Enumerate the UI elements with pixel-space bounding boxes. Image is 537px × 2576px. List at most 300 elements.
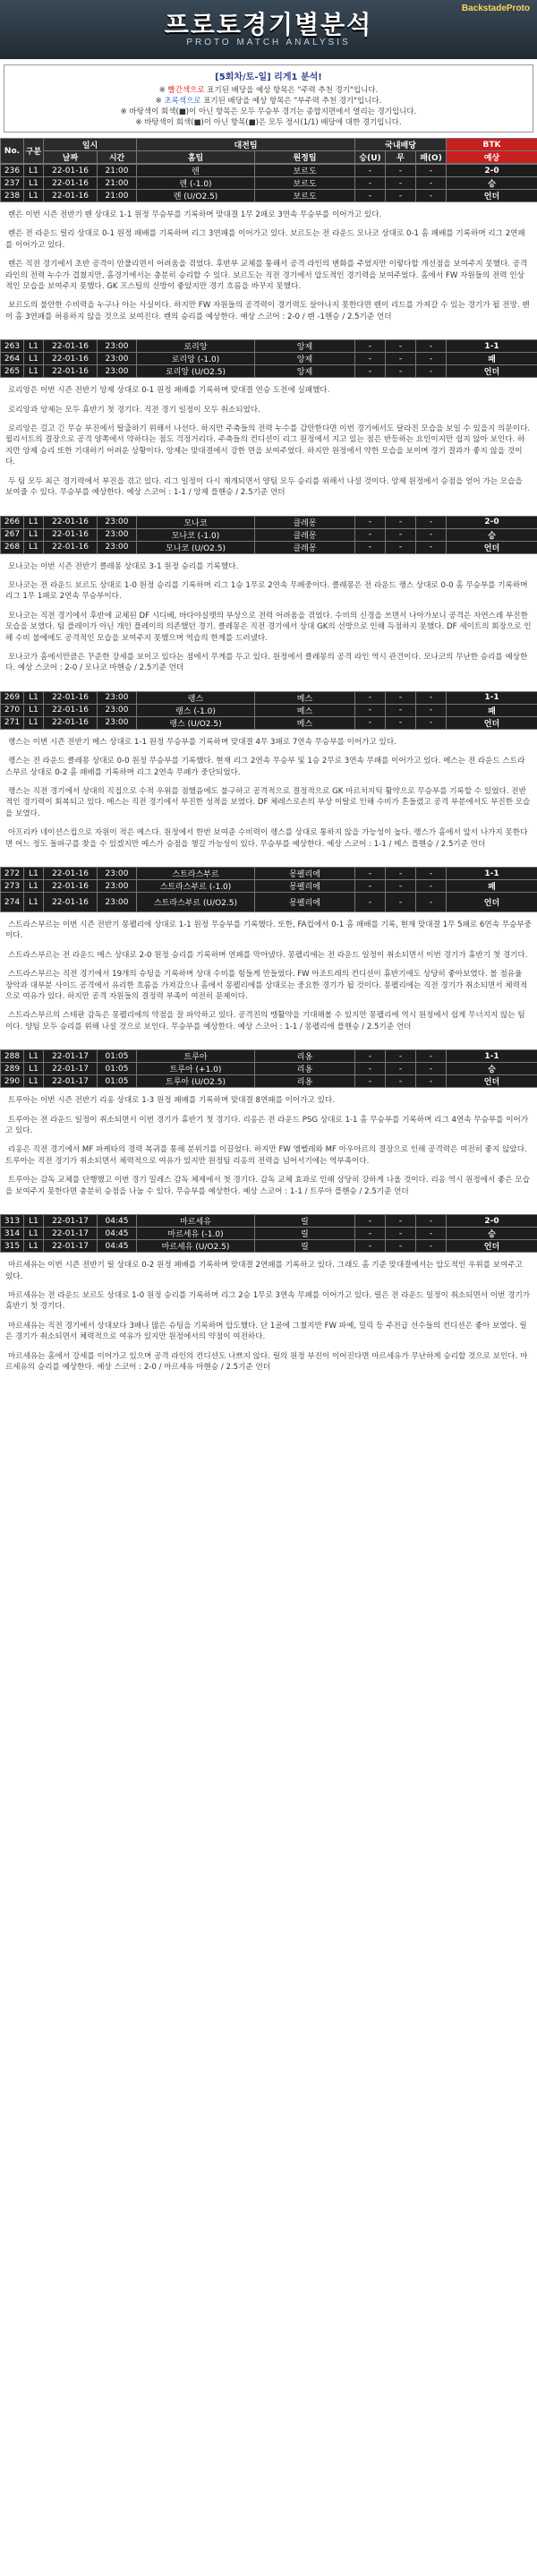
match-no: 290 — [1, 1075, 24, 1088]
prediction: 2-0 — [447, 165, 537, 177]
odds-win: - — [355, 165, 386, 177]
match-time: 23:00 — [98, 353, 137, 365]
match-no: 273 — [1, 880, 24, 893]
away-team: 앙제 — [255, 340, 355, 353]
match-table — [0, 339, 537, 378]
odds-win: - — [355, 1240, 386, 1253]
away-team: 몽펠리에 — [255, 893, 355, 912]
odds-draw: - — [386, 704, 416, 716]
away-team: 보르도 — [255, 165, 355, 177]
odds-lose: - — [416, 177, 447, 190]
away-team: 몽펠리에 — [255, 880, 355, 893]
match-table — [0, 691, 537, 730]
odds-lose: - — [416, 893, 447, 912]
match-time: 23:00 — [98, 880, 137, 893]
col-nalja: 날짜 — [44, 151, 98, 164]
match-row[interactable] — [1, 177, 537, 190]
odds-win: - — [355, 177, 386, 190]
match-date: 22-01-16 — [44, 190, 98, 202]
analysis-paragraph: 모나코는 전 라운드 보르도 상대로 1-0 원정 승리를 기록하며 리그 1승 1무로 2연속 무패중이다. 클레몽은 전 라운드 랭스 상대로 0-0 홈 무승부를 기록하며 리그 1무 1패로 2연속 무승부이다. — [5, 580, 528, 602]
match-date: 22-01-16 — [44, 365, 98, 378]
match-no: 265 — [1, 365, 24, 378]
odds-lose: - — [416, 868, 447, 880]
odds-lose: - — [416, 716, 447, 729]
away-team: 앙제 — [255, 353, 355, 365]
match-date: 22-01-16 — [44, 177, 98, 190]
away-team: 리옹 — [255, 1075, 355, 1088]
match-time: 01:05 — [98, 1050, 137, 1063]
match-analysis — [0, 1088, 537, 1214]
prediction: 언더 — [447, 1240, 537, 1253]
match-row[interactable] — [1, 1240, 537, 1253]
odds-lose: - — [416, 691, 447, 704]
match-table — [0, 1049, 537, 1088]
odds-win: - — [355, 516, 386, 528]
match-time: 23:00 — [98, 528, 137, 541]
odds-win: - — [355, 691, 386, 704]
match-no: 314 — [1, 1228, 24, 1240]
home-team: 랭스 (U/O2.5) — [137, 716, 255, 729]
odds-win: - — [355, 880, 386, 893]
match-row[interactable] — [1, 704, 537, 716]
analysis-paragraph: 스트라스부르는 전 라운드 메스 상대로 2-0 원정 승리를 기록하며 연패를 막아냈다. 몽펠리에는 전 라운드 일정이 취소되면서 이번 경기가 휴반기 첫 경기다. — [8, 950, 528, 960]
home-team: 모나코 (-1.0) — [137, 528, 255, 541]
notice-text: ※ — [155, 97, 165, 106]
notice-highlight: 초록색으로 — [164, 97, 201, 106]
match-row[interactable] — [1, 1063, 537, 1075]
match-gubun: L1 — [24, 516, 44, 528]
away-team: 리옹 — [255, 1063, 355, 1075]
analysis-paragraph: 렌은 전 라운드 릴리 상대로 0-1 원정 패배를 기록하며 리그 3연패를 이어가고 있다. 보르도는 전 라운드 모나코 상대로 0-1 홈 패배를 기록하며 리그 2연패를 이어가고 있다. — [5, 229, 525, 250]
match-no: 238 — [1, 190, 24, 202]
match-time: 21:00 — [98, 177, 137, 190]
match-date: 22-01-17 — [44, 1240, 98, 1253]
home-team: 랭스 — [137, 691, 255, 704]
odds-lose: - — [416, 528, 447, 541]
match-table — [0, 867, 537, 912]
header-table — [0, 138, 537, 164]
match-gubun: L1 — [24, 165, 44, 177]
home-team: 스트라스부르 (-1.0) — [137, 880, 255, 893]
home-team: 트루아 — [137, 1050, 255, 1063]
odds-win: - — [355, 716, 386, 729]
odds-draw: - — [386, 353, 416, 365]
analysis-paragraph: 트루아는 전 라운드 일정이 취소되면서 이번 경기가 휴반기 첫 경기다. 리옹은 전 라운드 PSG 상대로 1-1 홈 무승부를 기록하며 리그 4연속 무승부를 이어가고 있다. — [5, 1115, 529, 1136]
brand-logo: BackstadeProto — [461, 4, 530, 13]
match-date: 22-01-16 — [44, 541, 98, 553]
match-gubun: L1 — [24, 1050, 44, 1063]
prediction: 승 — [447, 177, 537, 190]
odds-win: - — [355, 190, 386, 202]
odds-draw: - — [386, 1240, 416, 1253]
col-gubun: 구분 — [24, 139, 44, 164]
notice-lines — [10, 85, 527, 128]
match-groups — [0, 164, 537, 1390]
match-row[interactable] — [1, 541, 537, 553]
match-date: 22-01-16 — [44, 691, 98, 704]
match-time: 23:00 — [98, 893, 137, 912]
odds-win: - — [355, 541, 386, 553]
col-sigan: 시간 — [98, 151, 137, 164]
odds-lose: - — [416, 880, 447, 893]
prediction: 언더 — [447, 1075, 537, 1088]
analysis-paragraph: 랭스는 직전 경기에서 상대의 직접으로 수적 우위를 점했음에도 불구하고 공격적으로 결정적으로 GK 마르치지틱 활약으로 무승부를 기록할 수 있었다. 전반적인 경기력이 회복되고 있다. 메스는 직전 경기에서 부진한 성적을 보였다. DF 체레스로손의 부상 이탈로 인해 수비가 흔들렸고 공격 부분에서도 부진한 모습을 보였다. — [5, 786, 531, 818]
odds-win: - — [355, 365, 386, 378]
match-date: 22-01-17 — [44, 1050, 98, 1063]
odds-draw: - — [386, 190, 416, 202]
odds-draw: - — [386, 165, 416, 177]
notice-title: [5회차/토-일] 리게1 분석! — [215, 73, 322, 82]
prediction: 승 — [447, 1063, 537, 1075]
away-team: 클레몽 — [255, 541, 355, 553]
away-team: 리옹 — [255, 1050, 355, 1063]
prediction: 언더 — [447, 190, 537, 202]
match-gubun: L1 — [24, 541, 44, 553]
match-no: 263 — [1, 340, 24, 353]
prediction: 패 — [447, 704, 537, 716]
prediction: 패 — [447, 353, 537, 365]
away-team: 릴 — [255, 1228, 355, 1240]
match-analysis — [0, 912, 537, 1049]
prediction: 언더 — [447, 365, 537, 378]
prediction: 언더 — [447, 893, 537, 912]
col-draw: 무 — [386, 151, 416, 164]
match-no: 237 — [1, 177, 24, 190]
match-date: 22-01-16 — [44, 868, 98, 880]
match-gubun: L1 — [24, 1063, 44, 1075]
match-row[interactable] — [1, 165, 537, 177]
match-time: 04:45 — [98, 1228, 137, 1240]
match-date: 22-01-17 — [44, 1075, 98, 1088]
match-analysis — [0, 1253, 537, 1390]
notice-text: 표기된 배당을 예상 항목은 "부주력 추천 경기"입니다. — [200, 97, 382, 106]
match-time: 04:45 — [98, 1240, 137, 1253]
odds-lose: - — [416, 353, 447, 365]
odds-win: - — [355, 1075, 386, 1088]
match-row[interactable] — [1, 880, 537, 893]
prediction: 승 — [447, 1228, 537, 1240]
odds-win: - — [355, 340, 386, 353]
odds-draw: - — [386, 716, 416, 729]
page-subtitle: PROTO MATCH ANALYSIS — [186, 38, 351, 47]
odds-lose: - — [416, 704, 447, 716]
match-time: 23:00 — [98, 691, 137, 704]
odds-lose: - — [416, 1050, 447, 1063]
match-date: 22-01-16 — [44, 165, 98, 177]
odds-lose: - — [416, 165, 447, 177]
odds-lose: - — [416, 1228, 447, 1240]
odds-win: - — [355, 868, 386, 880]
col-win: 승(U) — [355, 151, 386, 164]
match-row[interactable] — [1, 893, 537, 912]
odds-draw: - — [386, 691, 416, 704]
analysis-paragraph: 모나코가 홈에서만큼은 꾸준한 강세를 보이고 있다는 점에서 무게를 두고 있다. 원정에서 클레몽의 공격 라인 역시 관건이다. 모나코의 무난한 승리를 예상한다. 예상 스코어 : 2-0 / 모나코 마핸승 / 2.5기준 언더 — [5, 652, 528, 673]
match-no: 266 — [1, 516, 24, 528]
match-date: 22-01-17 — [44, 1063, 98, 1075]
analysis-paragraph: 마르세유는 직전 경기에서 상대보다 3배나 많은 슈팅을 기록하며 압도했다. 단 1골에 그쳤지만 FW 파예, 밀릭 등 주전급 선수들의 컨디션은 좋아 보였다. 릴은 경기가 취소되면서 체력적으로 여유가 있지만 원정에서의 약점이 여전하다. — [5, 1321, 527, 1342]
prediction: 언더 — [447, 541, 537, 553]
home-team: 렌 (-1.0) — [137, 177, 255, 190]
odds-draw: - — [386, 880, 416, 893]
prediction: 승 — [447, 528, 537, 541]
away-team: 릴 — [255, 1240, 355, 1253]
notice-line — [10, 85, 527, 96]
match-date: 22-01-16 — [44, 340, 98, 353]
header-banner — [0, 0, 537, 59]
match-no: 267 — [1, 528, 24, 541]
match-time: 23:00 — [98, 365, 137, 378]
match-row[interactable] — [1, 1215, 537, 1228]
match-time: 01:05 — [98, 1075, 137, 1088]
col-no: No. — [1, 139, 24, 164]
col-ilsi: 일시 — [44, 139, 137, 151]
match-date: 22-01-16 — [44, 516, 98, 528]
match-no: 288 — [1, 1050, 24, 1063]
match-analysis — [0, 378, 537, 515]
prediction: 1-1 — [447, 340, 537, 353]
match-gubun: L1 — [24, 190, 44, 202]
analysis-paragraph: 모나코는 이번 시즌 전반기 클레몽 상대로 3-1 원정 승리를 기록했다. — [8, 561, 239, 571]
odds-lose: - — [416, 365, 447, 378]
away-team: 클레몽 — [255, 528, 355, 541]
notice-text: ※ 바탕색이 회색(■)이 아닌 항목(■)은 모두 정시(1/1) 배당에 대한 경기입니다. — [135, 118, 402, 127]
match-time: 23:00 — [98, 516, 137, 528]
col-daejin: 대전팀 — [137, 139, 355, 151]
match-table — [0, 1214, 537, 1253]
match-date: 22-01-16 — [44, 880, 98, 893]
odds-draw: - — [386, 868, 416, 880]
analysis-paragraph: 마르세유는 홈에서 강세를 이어가고 있으며 공격 라인의 컨디션도 나쁘지 않다. 릴의 원정 부진이 이어진다면 마르세유가 무난하게 승리할 것으로 보인다. 마르세유의 승리를 예상한다. 예상 스코어 : 2-0 / 마르세유 마핸승 / 2.5기준 언더 — [5, 1351, 528, 1372]
analysis-paragraph: 로리앙은 이번 시즌 전반기 앙제 상대로 0-1 원정 패배를 기록하며 맞대결 연승 도전에 실패했다. — [8, 386, 330, 396]
match-date: 22-01-16 — [44, 893, 98, 912]
prediction: 2-0 — [447, 1215, 537, 1228]
analysis-paragraph: 렌은 직전 경기에서 초반 공격이 안풀리면서 어려움을 겪었다. 후반부 교체를 통해서 공격 라인의 변화를 주었지만 이렇다할 개선점을 보여주지 못했다. 공격라인의 전력 누수가 겹쳤지만, 홈경기에서는 충분히 승리할 수 있다. 보르도는 직전 경기에서 압도적인 경기력을 보여주었다. 홈에서 FW 자원들의 전력 인상적인 모습을 보여주지 못했다. GK 프스틸의 선방이 좋았지만 경기 흐름을 바꾸지 못했다. — [5, 260, 528, 292]
analysis-paragraph: 로리앙은 길고 긴 무승 부진에서 탈출하기 위해서 나선다. 하지만 주축들의 전력 누수를 감안한다면 이번 경기에서도 달라진 모습을 보일 수 있을지 의문이다. 윌리서트의 결장으로 공격 양쪽에서 약하다는 점도 걱정거리다. 주축들의 컨디션이 리그 원정에서 지고 있는 점은 반등하는 요인이지만 쉽지 않아 보인다. 하지만 앙제 승리 또한 기대하기 어려운 상황이다. 앙제는 맞대결에서 강한 면을 보여주었다. 하지만 원정에서 약한 모습을 보이며 경기 결과가 좋지 않을 것이다. — [5, 424, 531, 467]
odds-win: - — [355, 1063, 386, 1075]
match-gubun: L1 — [24, 1075, 44, 1088]
match-analysis — [0, 554, 537, 691]
home-team: 로리앙 — [137, 340, 255, 353]
match-row[interactable] — [1, 1050, 537, 1063]
odds-draw: - — [386, 1063, 416, 1075]
match-no: 264 — [1, 353, 24, 365]
odds-draw: - — [386, 1050, 416, 1063]
match-gubun: L1 — [24, 1215, 44, 1228]
match-no: 269 — [1, 691, 24, 704]
match-table — [0, 516, 537, 554]
col-gukne: 국내배당 — [355, 139, 447, 151]
notice-highlight: 빨간색으로 — [167, 86, 205, 95]
col-home: 홈팀 — [137, 151, 255, 164]
match-date: 22-01-16 — [44, 528, 98, 541]
match-no: 271 — [1, 716, 24, 729]
col-yesang: 예상 — [447, 151, 537, 164]
analysis-paragraph: 모나코는 직전 경기에서 후반에 교체된 DF 시디베, 바다야실렛의 부상으로 전력 어려움을 겪었다. 수비의 신경을 쓰면서 나아가보니 공격은 자연스레 부진한 모습을 보였다. 팀 플레이가 아닌 개인 플레이의 의존했던 경기. 클레몽은 직전 경기에서 상대 GK의 선방으로 인해 득점하지 못했다. DF 세이트의 회장으로 인해 수비 불에에도 공격적인 모습을 보여주지 못했으며 역습의 한계를 드러냈다. — [5, 611, 532, 643]
match-row[interactable] — [1, 365, 537, 378]
match-time: 21:00 — [98, 165, 137, 177]
home-team: 렌 — [137, 165, 255, 177]
match-analysis — [0, 202, 537, 339]
odds-lose: - — [416, 516, 447, 528]
odds-win: - — [355, 893, 386, 912]
match-gubun: L1 — [24, 340, 44, 353]
odds-draw: - — [386, 516, 416, 528]
match-row[interactable] — [1, 528, 537, 541]
match-gubun: L1 — [24, 893, 44, 912]
odds-lose: - — [416, 1075, 447, 1088]
match-row[interactable] — [1, 353, 537, 365]
match-row[interactable] — [1, 691, 537, 704]
match-gubun: L1 — [24, 1228, 44, 1240]
match-time: 23:00 — [98, 868, 137, 880]
prediction: 2-0 — [447, 516, 537, 528]
home-team: 마르세유 (U/O2.5) — [137, 1240, 255, 1253]
prediction: 1-1 — [447, 1050, 537, 1063]
prediction: 언더 — [447, 716, 537, 729]
away-team: 보르도 — [255, 177, 355, 190]
home-team: 트루아 (+1.0) — [137, 1063, 255, 1075]
odds-win: - — [355, 353, 386, 365]
notice-line — [10, 107, 527, 117]
match-gubun: L1 — [24, 528, 44, 541]
odds-lose: - — [416, 190, 447, 202]
match-time: 21:00 — [98, 190, 137, 202]
home-team: 트루아 (U/O2.5) — [137, 1075, 255, 1088]
home-team: 모나코 (U/O2.5) — [137, 541, 255, 553]
analysis-paragraph: 트루아는 이번 시즌 전반기 리옹 상대로 1-3 원정 패배를 기록하며 맞대결 8연패를 이어가고 있다. — [8, 1096, 335, 1106]
match-no: 289 — [1, 1063, 24, 1075]
notice-line — [10, 96, 527, 107]
away-team: 보르도 — [255, 190, 355, 202]
away-team: 메스 — [255, 716, 355, 729]
match-row[interactable] — [1, 190, 537, 202]
notice-line — [10, 117, 527, 128]
home-team: 렌 (U/O2.5) — [137, 190, 255, 202]
match-no: 272 — [1, 868, 24, 880]
match-time: 01:05 — [98, 1063, 137, 1075]
match-row[interactable] — [1, 516, 537, 528]
odds-lose: - — [416, 1215, 447, 1228]
odds-win: - — [355, 1050, 386, 1063]
away-team: 몽펠리에 — [255, 868, 355, 880]
prediction: 1-1 — [447, 868, 537, 880]
prediction: 패 — [447, 880, 537, 893]
analysis-paragraph: 렌은 이번 시즌 전반기 렌 상대로 1-1 원정 무승부를 기록하며 맞대결 1무 2패로 3연속 무승부를 이어가고 있다. — [8, 210, 382, 219]
odds-draw: - — [386, 1228, 416, 1240]
analysis-paragraph: 아프리카 네이션스컵으로 자원이 적은 메스다. 원정에서 한번 보여준 수비력이 랭스를 상대로 통하지 않을 가능성이 높다. 랭스가 홈에서 앞서 나가지 못한다면 어느 정도 돌파구를 찾을 수 있겠지만 메스가 승점을 챙길 가능성이 있다. 무승부를 예상한다. 예상 스코어 : 1-1 / 메스 플핸승 / 2.5기준 언더 — [5, 828, 528, 849]
analysis-paragraph: 리옹은 직전 경기에서 MF 파케타의 경력 복귀를 통해 분위기를 이끌었다. 하지만 FW 엠벨레와 MF 아우아르의 결장으로 인해 공격력은 여전히 좋지 않았다. 트루아는 직전 경기가 취소되면서 체력적으로 여유가 있지만 원정팀 리옹의 전력을 넘어서기에는 역부족이다. — [5, 1145, 527, 1166]
match-time: 23:00 — [98, 704, 137, 716]
away-team: 메스 — [255, 691, 355, 704]
match-gubun: L1 — [24, 1240, 44, 1253]
match-no: 236 — [1, 165, 24, 177]
match-row[interactable] — [1, 340, 537, 353]
odds-draw: - — [386, 1215, 416, 1228]
odds-lose: - — [416, 1063, 447, 1075]
match-gubun: L1 — [24, 691, 44, 704]
analysis-paragraph: 로리앙과 앙제는 모두 휴반기 첫 경기다. 직전 경기 일정이 모두 취소되었다. — [8, 405, 260, 415]
col-lose: 패(O) — [416, 151, 447, 164]
odds-lose: - — [416, 340, 447, 353]
home-team: 마르세유 — [137, 1215, 255, 1228]
match-time: 23:00 — [98, 541, 137, 553]
home-team: 스트라스부르 (U/O2.5) — [137, 893, 255, 912]
match-gubun: L1 — [24, 868, 44, 880]
col-btk: BTK — [447, 139, 537, 151]
analysis-paragraph: 트루아는 감독 교체를 단행했고 이번 경기 밀레스 감독 체제에서 첫 경기다. 감독 교체 효과로 인해 상당히 강하게 나올 것이다. 리옹 역시 원정에서 좋은 모습을 보여주지 못한다면 충분히 승점을 나눌 수 있다. 무승부를 예상한다. 예상 스코어 : 1-1 / 트루아 플핸승 / 2.5기준 언더 — [5, 1176, 530, 1196]
home-team: 로리앙 (U/O2.5) — [137, 365, 255, 378]
match-gubun: L1 — [24, 353, 44, 365]
notice-text: ※ — [158, 86, 168, 95]
odds-lose: - — [416, 1240, 447, 1253]
page-title: 프로토경기별분석 — [164, 11, 373, 39]
away-team: 앙제 — [255, 365, 355, 378]
analysis-paragraph: 스트라스부르는 직전 경기에서 19개의 슈팅을 기록하며 상대 수비를 힘들게 만들었다. FW 아조트레의 컨디션이 휴반기에도 상당히 좋아보였다. 볼 점유율 장악과 대부분 사이드 공격에서 유리한 흐름을 가져갔으나 홈에서 몽펠리에를 상대로는 중요한 경기가 될 것이다. 몽펠리에는 직전 경기가 취소되면서 체력적으로 여유가 있다. 하지만 공격 자원들의 결정력 부족이 여전히 문제이다. — [5, 970, 528, 1002]
home-team: 마르세유 (-1.0) — [137, 1228, 255, 1240]
match-row[interactable] — [1, 868, 537, 880]
odds-draw: - — [386, 541, 416, 553]
analysis-paragraph: 랭스는 전 라운드 클레몽 상대로 0-0 원정 무승부를 기록했다. 현재 리그 2연속 무승부 및 1승 2무로 3연속 무패를 이어가고 있다. 메스는 전 라운드 스트라스부르 상대로 0-2 홈 패배를 기록하며 리그 2연속 무패가 중단되었다. — [5, 757, 525, 777]
odds-draw: - — [386, 340, 416, 353]
match-date: 22-01-17 — [44, 1215, 98, 1228]
match-row[interactable] — [1, 1075, 537, 1088]
match-time: 23:00 — [98, 716, 137, 729]
odds-draw: - — [386, 1075, 416, 1088]
analysis-paragraph: 두 팀 모두 최근 경기력에서 부진을 겪고 있다. 리그 일정이 다시 재개되면서 양팀 모두 승리를 위해서 나설 것이다. 앙제 원정에서 승점을 얻어 가는 모습을 보여줄 수 있다. 무승부를 예상한다. 예상 스코어 : 1-1 / 앙제 플핸승 / 2.5기준 언더 — [5, 476, 523, 498]
home-team: 랭스 (-1.0) — [137, 704, 255, 716]
match-gubun: L1 — [24, 365, 44, 378]
col-away: 원정팀 — [255, 151, 355, 164]
match-date: 22-01-17 — [44, 1228, 98, 1240]
analysis-paragraph: 랭스는 이번 시즌 전반기 메스 상대로 1-1 원정 무승부를 기록하며 맞대결 4무 3패로 7연속 무승부를 이어가고 있다. — [8, 737, 396, 747]
odds-draw: - — [386, 365, 416, 378]
odds-win: - — [355, 1228, 386, 1240]
odds-win: - — [355, 528, 386, 541]
odds-win: - — [355, 704, 386, 716]
match-analysis — [0, 730, 537, 867]
notice-box — [4, 64, 533, 133]
match-no: 268 — [1, 541, 24, 553]
match-table — [0, 164, 537, 202]
prediction: 1-1 — [447, 691, 537, 704]
odds-draw: - — [386, 893, 416, 912]
match-row[interactable] — [1, 716, 537, 729]
match-no: 270 — [1, 704, 24, 716]
match-date: 22-01-16 — [44, 353, 98, 365]
odds-win: - — [355, 1215, 386, 1228]
analysis-paragraph: 마르세유는 이번 시즌 전반기 릴 상대로 0-2 원정 패배를 기록하며 맞대결 2연패를 기록하고 있다. 그래도 홈 기준 맞대결에서는 압도적인 우위를 보여주고 있다. — [5, 1261, 523, 1281]
notice-text: 표기된 배당을 예상 항목은 "주력 추천 경기"입니다. — [204, 86, 379, 95]
match-no: 315 — [1, 1240, 24, 1253]
home-team: 로리앙 (-1.0) — [137, 353, 255, 365]
match-gubun: L1 — [24, 704, 44, 716]
match-date: 22-01-16 — [44, 704, 98, 716]
match-row[interactable] — [1, 1228, 537, 1240]
match-time: 23:00 — [98, 340, 137, 353]
home-team: 모나코 — [137, 516, 255, 528]
match-no: 313 — [1, 1215, 24, 1228]
analysis-paragraph: 마르세유는 전 라운드 보르도 상대로 1-0 원정 승리를 기록하며 리그 2승 1무로 3연속 무패를 이어가고 있다. 릴은 전 라운드 일정이 취소되면서 이번 경기가 휴반기 첫 경기다. — [5, 1290, 531, 1312]
odds-draw: - — [386, 177, 416, 190]
match-time: 04:45 — [98, 1215, 137, 1228]
match-no: 274 — [1, 893, 24, 912]
away-team: 클레몽 — [255, 516, 355, 528]
odds-lose: - — [416, 541, 447, 553]
away-team: 릴 — [255, 1215, 355, 1228]
home-team: 스트라스부르 — [137, 868, 255, 880]
match-gubun: L1 — [24, 880, 44, 893]
analysis-paragraph: 보르도의 불안한 수비력을 누구나 아는 사실이다. 하지만 FW 자원들의 공격력이 경기력도 살아나지 못한다면 렌이 리드를 가져갈 수 있는 경기가 될 전망. 렌이 홈 3연패를 허용하지 않을 것으로 보여진다. 렌의 승리를 예상한다. 예상 스코어 : 2-0 / 렌 -1핸승 / 2.5기준 언더 — [5, 301, 530, 321]
